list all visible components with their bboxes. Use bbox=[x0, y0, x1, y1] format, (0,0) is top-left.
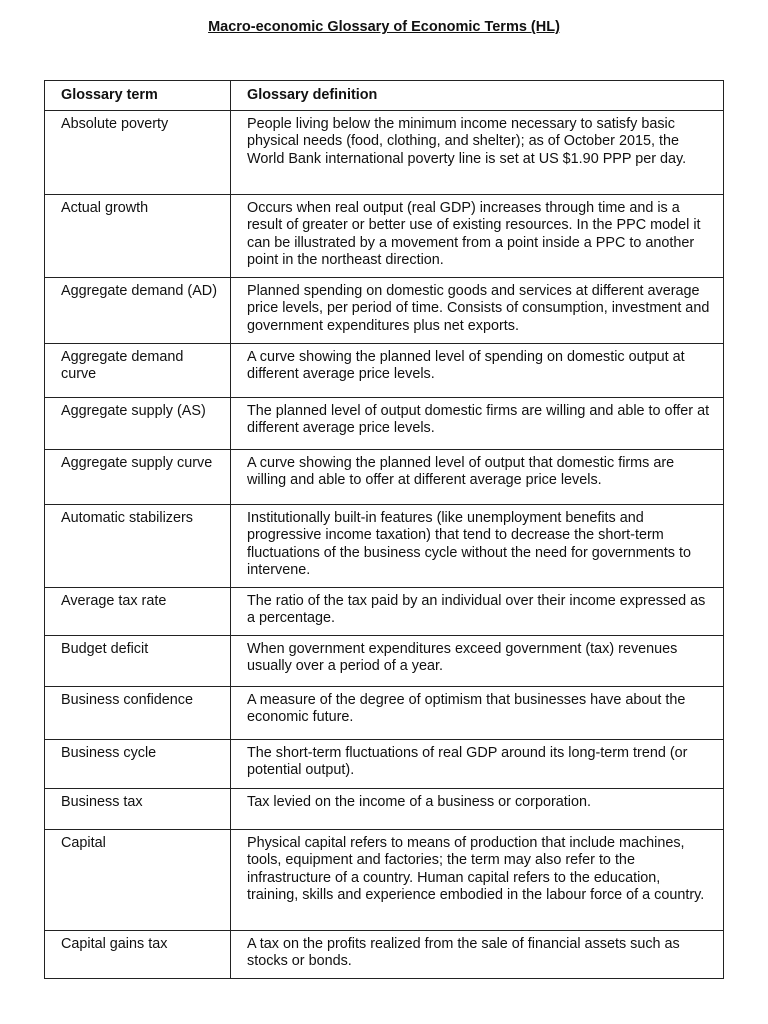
column-header-term: Glossary term bbox=[45, 81, 231, 111]
table-row bbox=[45, 687, 724, 740]
term-cell: Business confidence bbox=[45, 687, 231, 740]
table-row bbox=[45, 636, 724, 687]
table-row bbox=[45, 111, 724, 195]
definition-cell: Physical capital refers to means of production that include machines, tools, equipment and factories; the term may also refer to the infrastructure of a country. Human capital refers to the education, training, skills and experience embodied in the labour force of a country. bbox=[231, 830, 724, 931]
term-cell: Absolute poverty bbox=[45, 111, 231, 195]
term-cell: Automatic stabilizers bbox=[45, 505, 231, 588]
table-row bbox=[45, 931, 724, 979]
definition-cell: Planned spending on domestic goods and services at different average price levels, per period of time. Consists of consumption, investment and government expenditures plus net exports. bbox=[231, 278, 724, 344]
table-row bbox=[45, 740, 724, 789]
term-cell: Aggregate demand curve bbox=[45, 344, 231, 398]
term-cell: Budget deficit bbox=[45, 636, 231, 687]
glossary-table bbox=[44, 80, 724, 979]
term-cell: Aggregate supply curve bbox=[45, 450, 231, 505]
table-row bbox=[45, 344, 724, 398]
definition-cell: The short-term fluctuations of real GDP around its long-term trend (or potential output). bbox=[231, 740, 724, 789]
definition-cell: Institutionally built-in features (like unemployment benefits and progressive income taxation) that tend to decrease the short-term fluctuations of the business cycle without the need for governments to intervene. bbox=[231, 505, 724, 588]
definition-cell: People living below the minimum income necessary to satisfy basic physical needs (food, clothing, and shelter); as of October 2015, the World Bank international poverty line is set at US $1.90 PPP per day. bbox=[231, 111, 724, 195]
definition-cell: Tax levied on the income of a business or corporation. bbox=[231, 789, 724, 830]
table-row bbox=[45, 830, 724, 931]
definition-cell: The ratio of the tax paid by an individual over their income expressed as a percentage. bbox=[231, 588, 724, 636]
table-header-row bbox=[45, 81, 724, 111]
term-cell: Capital gains tax bbox=[45, 931, 231, 979]
term-cell: Actual growth bbox=[45, 195, 231, 278]
table-row bbox=[45, 398, 724, 450]
column-header-definition: Glossary definition bbox=[231, 81, 724, 111]
term-cell: Capital bbox=[45, 830, 231, 931]
definition-cell: A measure of the degree of optimism that businesses have about the economic future. bbox=[231, 687, 724, 740]
term-cell: Aggregate demand (AD) bbox=[45, 278, 231, 344]
term-cell: Business cycle bbox=[45, 740, 231, 789]
definition-cell: When government expenditures exceed government (tax) revenues usually over a period of a year. bbox=[231, 636, 724, 687]
table-row bbox=[45, 278, 724, 344]
glossary-rows bbox=[45, 111, 724, 979]
definition-cell: Occurs when real output (real GDP) increases through time and is a result of greater or better use of existing resources. In the PPC model it can be illustrated by a movement from a point inside a PPC to another point in the northeast direction. bbox=[231, 195, 724, 278]
definition-cell: A curve showing the planned level of output that domestic firms are willing and able to offer at different average price levels. bbox=[231, 450, 724, 505]
table-row bbox=[45, 450, 724, 505]
table-row bbox=[45, 195, 724, 278]
term-cell: Average tax rate bbox=[45, 588, 231, 636]
document-title: Macro-economic Glossary of Economic Terms (HL) bbox=[208, 19, 560, 35]
term-cell: Business tax bbox=[45, 789, 231, 830]
table-row bbox=[45, 789, 724, 830]
definition-cell: A curve showing the planned level of spending on domestic output at different average price levels. bbox=[231, 344, 724, 398]
table-row bbox=[45, 505, 724, 588]
term-cell: Aggregate supply (AS) bbox=[45, 398, 231, 450]
definition-cell: The planned level of output domestic firms are willing and able to offer at different average price levels. bbox=[231, 398, 724, 450]
table-row bbox=[45, 588, 724, 636]
definition-cell: A tax on the profits realized from the sale of financial assets such as stocks or bonds. bbox=[231, 931, 724, 979]
